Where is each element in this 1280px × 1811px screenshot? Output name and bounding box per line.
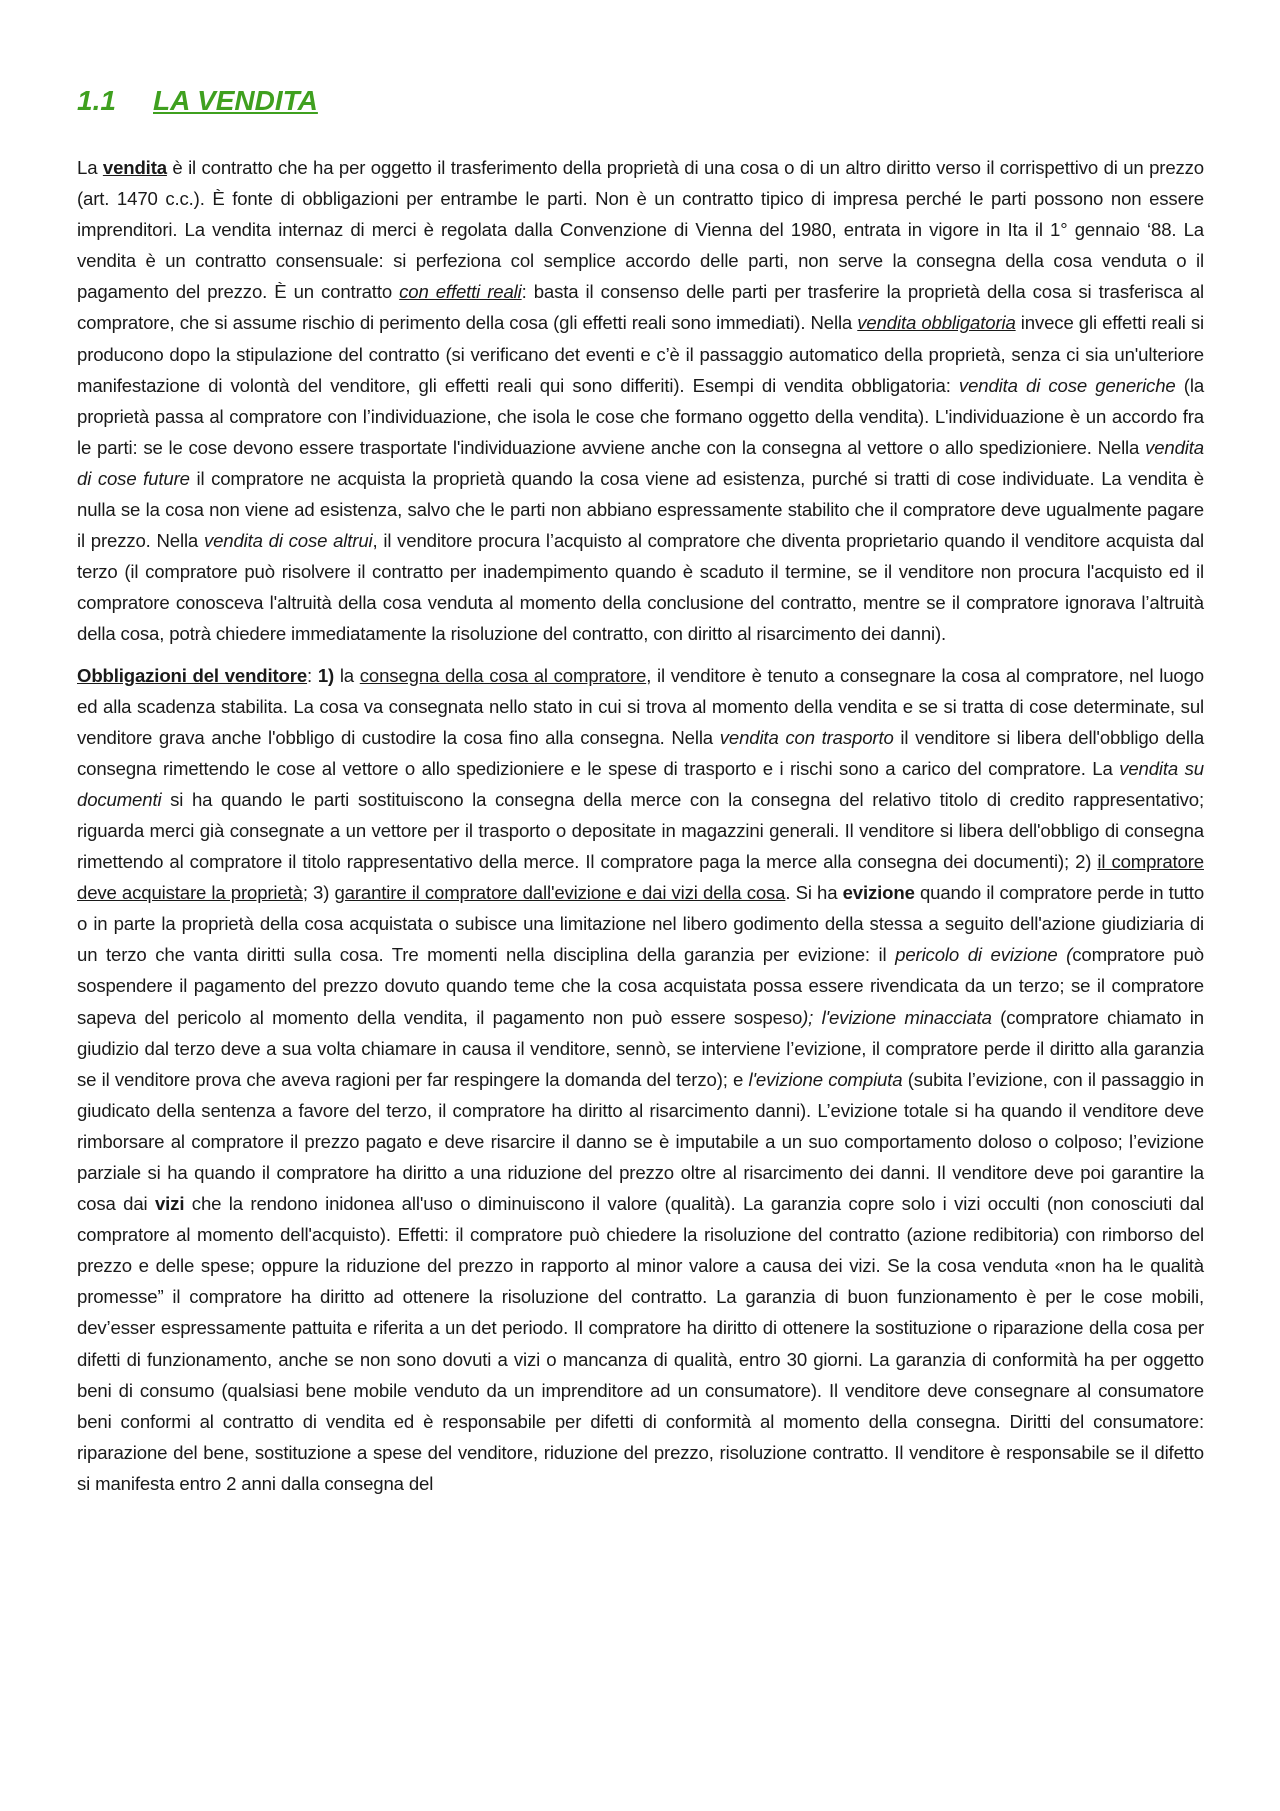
text-run: , il venditore procura l’acquisto al compratore che diventa proprietario quando il venditore acquista dal terzo (il compratore può risolvere il contratto per inadempimento quando è scaduto il termine, se il venditore non procura l'acquisto ed il compratore conosceva l'altruità della cosa venduta al momento della conclusione del contratto, mentre se il compratore ignorava l’altruità della cosa, potrà chiedere immediatamente la risoluzione del contratto, con diritto al risarcimento dei danni).: [77, 530, 1204, 645]
document-page: [77, 80, 1204, 1509]
term-evizione-compiuta: l'evizione compiuta: [748, 1068, 903, 1090]
term-pericolo-evizione: pericolo di evizione (: [895, 944, 1073, 966]
term-consegna: consegna della cosa al compratore: [359, 664, 647, 686]
term-vendita-cose-future: vendita di cose future: [77, 436, 1204, 489]
text-run: che la rendono inidonea all'uso o diminuiscono il valore (qualità). La garanzia copre solo i vizi occulti (non conosciuti dal compratore al momento dell'acquisto). Effetti: il compratore può chiedere la risoluzione del contratto (azione redibitoria) con rimborso del prezzo e delle spese; oppure la riduzione del prezzo in rapporto al minor valore a causa dei vizi. Se la cosa venduta «non ha le qualità promesse” il compratore ha diritto ad ottenere la risoluzione del contratto. La garanzia di buon funzionamento è per le cose mobili, dev’esser espressamente pattuita e riferita a un det periodo. Il compratore ha diritto di ottenere la sostituzione o riparazione della cosa per difetti di funzionamento, anche se non sono dovuti a vizi o mancanza di qualità, entro 30 giorni. La garanzia di conformità ha per oggetto beni di consumo (qualsiasi bene mobile venduto da un imprenditore ad un consumatore). Il venditore deve consegnare al consumatore beni conformi al contratto di vendita ed è responsabile per difetti di conformità al momento della consegna. Diritti del consumatore: riparazione del bene, sostituzione a spese del venditore, riduzione del prezzo, risoluzione contratto. Il venditore è responsabile se il difetto si manifesta entro 2 anni dalla consegna del: [77, 1193, 1204, 1494]
text-run: . Si ha: [785, 882, 843, 904]
text-run: si ha quando le parti sostituiscono la consegna della merce con la consegna del relativo titolo di credito rappresentativo; riguarda merci già consegnate a un vettore per il trasporto o depositate in magazzini generali. Il venditore si libera dell'obbligo di consegna rimettendo al compratore il titolo rappresentativo della merce. Il compratore paga la merce alla consegna dei documenti); 2): [77, 788, 1204, 873]
term-vizi: vizi: [154, 1193, 185, 1215]
text-run: compratore può sospendere il pagamento del prezzo dovuto quando teme che la cosa acquistata possa essere rivendicata da un terzo; se il compratore sapeva del pericolo al momento della vendita, il pagamento non può essere sospeso: [77, 944, 1204, 1028]
term-obbligazioni-venditore: Obbligazioni del venditore: [77, 664, 308, 686]
text-run: il compratore ne acquista la proprietà quando la cosa viene ad esistenza, purché si tratti di cose individuate. La vendita è nulla se la cosa non viene ad esistenza, salvo che le parti non abbiano espressamente stabilito che il compratore deve ugualmente pagare il prezzo. Nella: [77, 467, 1204, 552]
text-run: ; 3): [302, 882, 335, 904]
paragraph-obbligazioni: [77, 660, 1204, 1500]
text-run: il venditore si libera dell'obbligo della consegna rimettendo le cose al vettore o allo spedizioniere e le spese di trasporto e i rischi sono a carico del compratore. La: [77, 726, 1205, 779]
term-evizione-minacciata: ); l'evizione minacciata: [802, 1006, 992, 1028]
text-run: la: [334, 664, 360, 686]
list-number: 1): [317, 664, 335, 686]
term-vendita-cose-altrui: vendita di cose altrui: [203, 530, 373, 552]
section-heading: [77, 80, 1204, 122]
term-vendita-obbligatoria: vendita obbligatoria: [857, 312, 1016, 334]
section-title: LA VENDITA: [153, 85, 318, 116]
text-run: invece gli effetti reali si producono dopo la stipulazione del contratto (si verificano det eventi e c’è il passaggio automatico della proprietà, senza ci sia un'ulteriore manifestazione di volontà del venditore, gli effetti reali qui sono differiti). Esempi di vendita obbligatoria:: [77, 312, 1204, 396]
term-vendita: vendita: [102, 157, 167, 178]
text-run: (la proprietà passa al compratore con l’individuazione, che isola le cose che formano oggetto della vendita). L'individuazione è un accordo fra le parti: se le cose devono essere trasportate l'individuazione avviene anche con la consegna al vettore o allo spedizioniere. Nella: [77, 374, 1205, 458]
term-con-effetti-reali: con effetti reali: [399, 281, 522, 303]
term-garantire: garantire il compratore dall'evizione e dai vizi della cosa: [334, 882, 786, 904]
text-run: , il venditore è tenuto a consegnare la cosa al compratore, nel luogo ed alla scadenza stabilita. La cosa va consegnata nello stato in cui si trova al momento della vendita e se si tratta di cose determinate, sul venditore grava anche l'obbligo di custodire la cosa fino alla consegna. Nella: [77, 664, 1204, 748]
text-run: (subita l’evizione, con il passaggio in giudicato della sentenza a favore del terzo, il compratore ha diritto al risarcimento danni). L’evizione totale si ha quando il venditore deve rimborsare al compratore il prezzo pagato e deve risarcire il danno se è imputabile a un suo comportamento doloso o colposo; l’evizione parziale si ha quando il compratore ha diritto a una riduzione del prezzo oltre al risarcimento dei danni. Il venditore deve poi garantire la cosa dai: [77, 1068, 1204, 1215]
paragraph-vendita: [77, 152, 1204, 650]
text-run: La: [77, 157, 103, 178]
section-number: 1.1: [77, 85, 116, 116]
term-vendita-cose-generiche: vendita di cose generiche: [958, 374, 1176, 396]
term-vendita-documenti: vendita su documenti: [77, 757, 1204, 810]
term-evizione: evizione: [842, 882, 915, 904]
text-run: quando il compratore perde in tutto o in parte la proprietà della cosa acquistata o subisce una limitazione nel libero godimento della stessa a seguito dell'azione giudiziaria di un terzo che vanta diritti sulla cosa. Tre momenti nella disciplina della garanzia per evizione: il: [77, 882, 1205, 966]
text-run: è il contratto che ha per oggetto il trasferimento della proprietà di una cosa o di un altro diritto verso il corrispettivo di un prezzo (art. 1470 c.c.). È fonte di obbligazioni per entrambe le parti. Non è un contratto tipico di impresa perché le parti possono non essere imprenditori. La vendita internaz di merci è regolata dalla Convenzione di Vienna del 1980, entrata in vigore in Ita il 1° gennaio ‘88. La vendita è un contratto consensuale: si perfeziona col semplice accordo delle parti, non serve la consegna della cosa venduta o il pagamento del prezzo. È un contratto: [77, 157, 1204, 303]
term-vendita-trasporto: vendita con trasporto: [719, 726, 894, 748]
text-run: : basta il consenso delle parti per trasferire la proprietà della cosa si trasferisca al compratore, che si assume rischio di perimento della cosa (gli effetti reali sono immediati). Nella: [77, 281, 1204, 334]
text-run: (compratore chiamato in giudizio dal terzo deve a sua volta chiamare in causa il venditore, sennò, se interviene l’evizione, il compratore perde il diritto alla garanzia se il venditore prova che aveva ragioni per far respingere la domanda del terzo); e: [77, 1006, 1204, 1090]
term-acquistare-proprieta: il compratore deve acquistare la proprietà: [77, 851, 1204, 904]
text-run: :: [307, 664, 318, 686]
